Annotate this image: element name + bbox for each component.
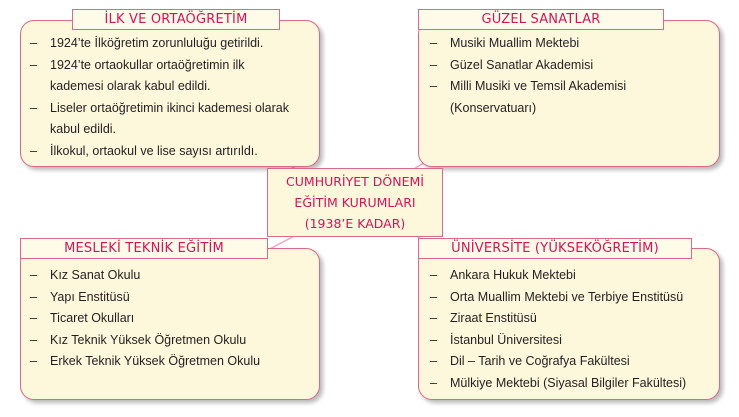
box-title-ilk-ve-ortaogretim: İLK VE ORTAÖĞRETİM xyxy=(72,9,280,30)
list-item: – Dil – Tarih ve Coğrafya Fakültesi xyxy=(430,354,630,368)
list-item-continued: (Konservatuarı) xyxy=(450,100,537,115)
center-title-line-2: EĞİTİM KURUMLARI xyxy=(294,195,416,210)
list-item: – Yapı Enstitüsü xyxy=(30,289,130,304)
list-item: – İstanbul Üniversitesi xyxy=(430,332,562,347)
list-mesleki-teknik-egitim xyxy=(24,265,260,373)
list-item: – Milli Musiki ve Temsil Akademisi xyxy=(430,79,627,93)
list-universite xyxy=(424,265,686,394)
list-item: – 1924’te İlköğretim zorunluluğu getirildi. xyxy=(30,36,264,50)
list-item: – Liseler ortaöğretimin ikinci kademesi olarak xyxy=(30,100,289,115)
center-title-box xyxy=(267,168,443,237)
center-title-line-3: (1938’E KADAR) xyxy=(304,216,406,231)
list-item: – 1924’te ortaokullar ortaöğretimin ilk xyxy=(30,57,245,72)
list-item-continued: kabul edildi. xyxy=(50,122,117,136)
list-item: – Ziraat Enstitüsü xyxy=(430,311,537,325)
list-item: – Musiki Muallim Mektebi xyxy=(430,36,580,50)
list-item: – Mülkiye Mektebi (Siyasal Bilgiler Fakültesi) xyxy=(430,375,687,390)
list-ilk-ve-ortaogretim xyxy=(24,33,289,162)
box-title-mesleki-teknik-egitim: MESLEKİ TEKNİK EĞİTİM xyxy=(20,238,268,259)
list-item: – İlkokul, ortaokul ve lise sayısı artırıldı. xyxy=(30,143,258,158)
center-title-line-1: CUMHURİYET DÖNEMİ xyxy=(286,174,424,189)
box-title-guzel-sanatlar: GÜZEL SANATLAR xyxy=(418,9,664,30)
list-item: – Kız Teknik Yüksek Öğretmen Okulu xyxy=(30,332,247,347)
box-title-universite: ÜNİVERSİTE (YÜKSEKÖĞRETİM) xyxy=(418,238,692,259)
list-item: – Erkek Teknik Yüksek Öğretmen Okulu xyxy=(30,354,261,368)
list-item: – Orta Muallim Mektebi ve Terbiye Enstitüsü xyxy=(430,289,684,304)
list-item: – Güzel Sanatlar Akademisi xyxy=(430,57,594,72)
list-item: – Ticaret Okulları xyxy=(30,311,135,325)
list-item: – Kız Sanat Okulu xyxy=(30,268,141,282)
list-guzel-sanatlar xyxy=(424,33,626,119)
list-item: – Ankara Hukuk Mektebi xyxy=(430,268,576,282)
list-item-continued: kademesi olarak kabul edildi. xyxy=(50,79,211,93)
